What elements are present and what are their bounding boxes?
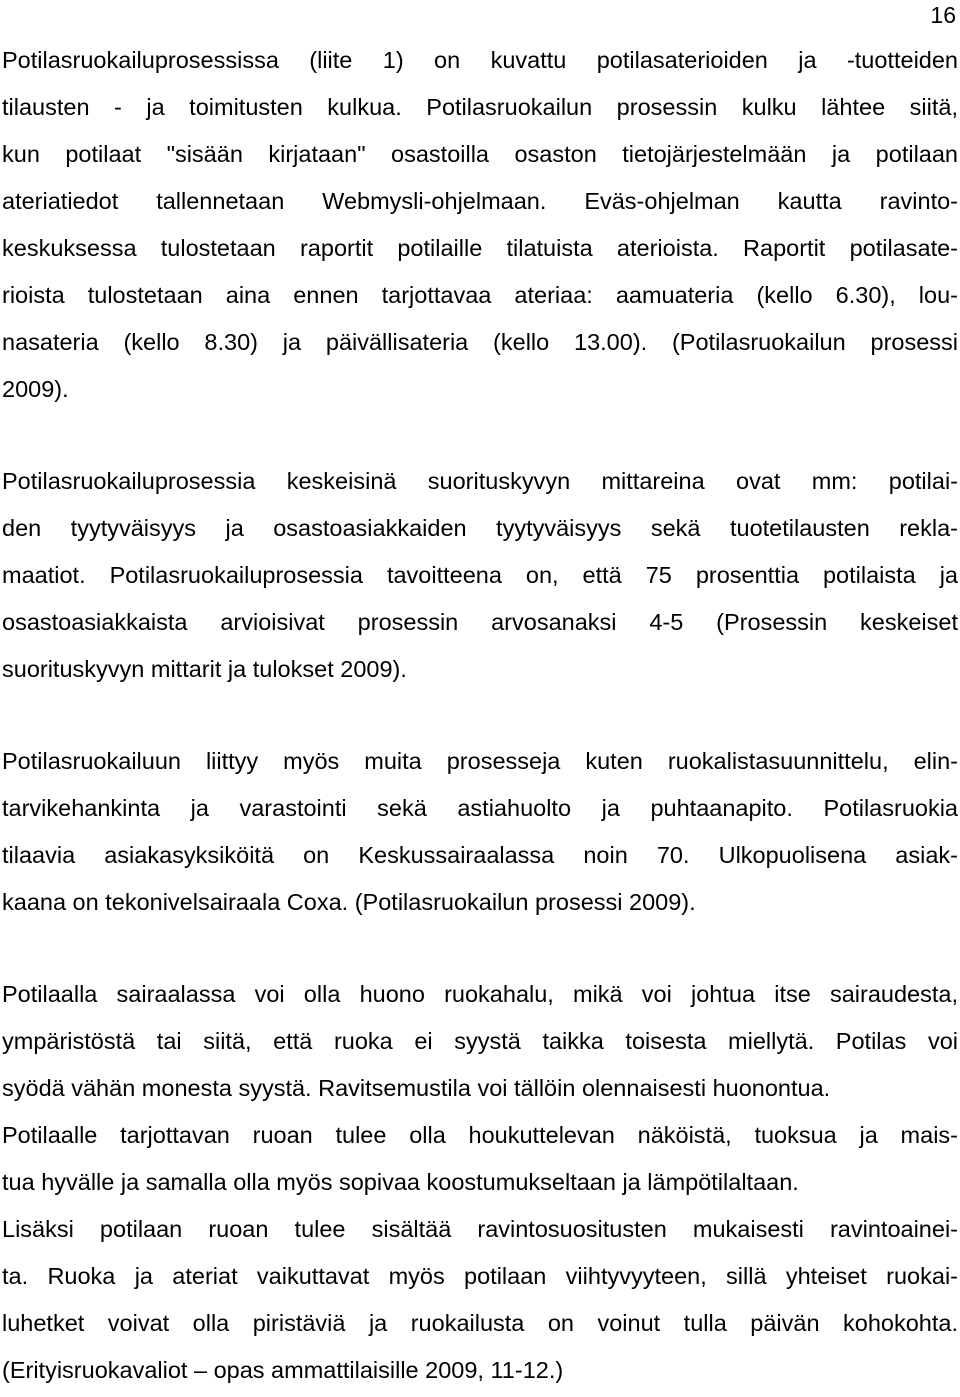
text-line: osastoasiakkaista arvioisivat prosessin arvosanaksi 4-5 (Prosessin keskeiset xyxy=(2,609,958,635)
text-line: den tyytyväisyys ja osastoasiakkaiden tyytyväisyys sekä tuotetilausten rekla- xyxy=(2,515,958,541)
text-line: kun potilaat "sisään kirjataan" osastoilla osaston tietojärjestelmään ja potilaan xyxy=(2,141,958,167)
text-line: syödä vähän monesta syystä. Ravitsemustila voi tällöin olennaisesti huonontua. xyxy=(2,1075,831,1101)
paragraph-patient-appetite xyxy=(2,974,958,1397)
text-line: tarvikehankinta ja varastointi sekä astiahuolto ja puhtaanapito. Potilasruokia xyxy=(2,795,958,821)
text-line: ympäristöstä tai siitä, että ruoka ei syystä taikka toisesta miellytä. Potilas voi xyxy=(2,1028,958,1054)
text-line: Potilasruokailuprosessia keskeisinä suorituskyvyn mittareina ovat mm: potilai- xyxy=(2,468,958,494)
paragraph-spacer xyxy=(2,416,958,461)
text-line: tilausten - ja toimitusten kulkua. Potilasruokailun prosessin kulku lähtee siitä, xyxy=(2,94,958,120)
paragraph-related-processes xyxy=(2,741,958,929)
paragraph-spacer xyxy=(2,696,958,741)
text-line: tilaavia asiakasyksiköitä on Keskussairaalassa noin 70. Ulkopuolisena asiak- xyxy=(2,842,958,868)
text-line: kaana on tekonivelsairaala Coxa. (Potilasruokailun prosessi 2009). xyxy=(2,889,696,915)
text-line: Lisäksi potilaan ruoan tulee sisältää ravintosuositusten mukaisesti ravintoainei- xyxy=(2,1216,958,1242)
paragraph-performance-metrics xyxy=(2,461,958,696)
text-line: maatiot. Potilasruokailuprosessia tavoitteena on, että 75 prosenttia potilaista ja xyxy=(2,562,958,588)
document-body xyxy=(2,40,958,1397)
text-line: suorituskyvyn mittarit ja tulokset 2009). xyxy=(2,656,407,682)
text-line: Potilaalle tarjottavan ruoan tulee olla houkuttelevan näköistä, tuoksua ja mais- xyxy=(2,1122,958,1148)
text-line: rioista tulostetaan aina ennen tarjottavaa ateriaa: aamuateria (kello 6.30), lou- xyxy=(2,282,958,308)
text-line: (Erityisruokavaliot – opas ammattilaisille 2009, 11-12.) xyxy=(2,1357,564,1383)
text-line: Potilasruokailuun liittyy myös muita prosesseja kuten ruokalistasuunnittelu, elin- xyxy=(2,748,958,774)
text-line: tua hyvälle ja samalla olla myös sopivaa koostumukseltaan ja lämpötilaltaan. xyxy=(2,1169,799,1195)
paragraph-spacer xyxy=(2,929,958,974)
text-line: 2009). xyxy=(2,376,69,402)
text-line: Potilaalla sairaalassa voi olla huono ruokahalu, mikä voi johtua itse sairaudesta, xyxy=(2,981,958,1007)
text-line: nasateria (kello 8.30) ja päivällisateria (kello 13.00). (Potilasruokailun prosessi xyxy=(2,329,958,355)
text-line: keskuksessa tulostetaan raportit potilaille tilatuista aterioista. Raportit potilasate- xyxy=(2,235,958,261)
paragraph-meal-process xyxy=(2,40,958,416)
text-line: Potilasruokailuprosessissa (liite 1) on kuvattu potilasaterioiden ja -tuotteiden xyxy=(2,47,958,73)
text-line: ta. Ruoka ja ateriat vaikuttavat myös potilaan viihtyvyyteen, sillä yhteiset ruokai- xyxy=(2,1263,958,1289)
text-line: ateriatiedot tallennetaan Webmysli-ohjelmaan. Eväs-ohjelman kautta ravinto- xyxy=(2,188,958,214)
text-line: luhetket voivat olla piristäviä ja ruokailusta on voinut tulla päivän kohokohta. xyxy=(2,1310,958,1336)
page-number: 16 xyxy=(930,2,956,28)
